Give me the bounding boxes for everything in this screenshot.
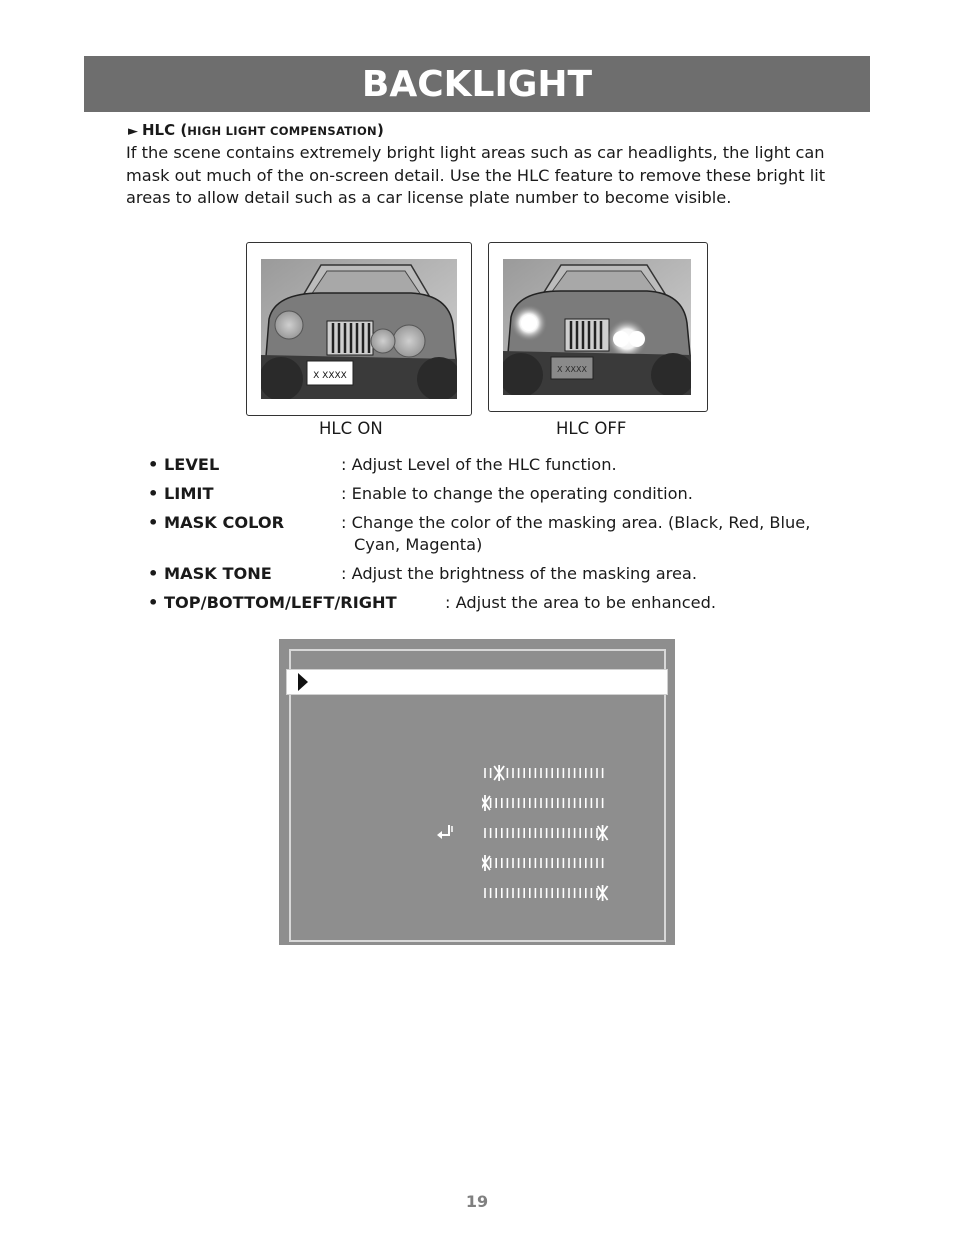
feature-desc: Adjust the area to be enhanced.: [455, 593, 717, 612]
feature-desc: Enable to change the operating condition.: [351, 484, 693, 503]
osd-slider-bar: [482, 793, 614, 811]
section-heading: ► HLC (HIGH LIGHT COMPENSATION): [128, 121, 384, 139]
intro-paragraph: If the scene contains extremely bright light areas such as car headlights, the light can mask out much of the on-screen detail. Use the HLC feature to remove these bright lit areas to allow detail such as a car license plate number to become visible.: [126, 143, 826, 207]
caption-hlc-off: HLC OFF: [556, 419, 627, 438]
slider-knob-icon: [482, 795, 490, 811]
hlc-off-image-frame: [488, 242, 708, 412]
caption-hlc-on: HLC ON: [319, 419, 383, 438]
section-code: HLC: [142, 121, 176, 139]
feature-desc: Change the color of the masking area. (Black, Red, Blue, Cyan, Magenta): [351, 513, 811, 554]
enter-icon: [436, 823, 454, 843]
feature-term: TOP/BOTTOM/LEFT/RIGHT: [163, 593, 397, 612]
page-title: BACKLIGHT: [361, 63, 593, 105]
feature-term: MASK TONE: [163, 564, 272, 583]
slider-knob-icon: [598, 885, 608, 901]
license-plate-text: X XXXX: [557, 365, 587, 374]
osd-selection-bar: [286, 669, 668, 695]
osd-slider-bar: [482, 853, 614, 871]
feature-term: LIMIT: [163, 484, 214, 503]
feature-desc: Adjust Level of the HLC function.: [351, 455, 617, 474]
osd-slider-bar: [482, 883, 614, 901]
hlc-on-car-illustration: [261, 259, 457, 399]
page-number: 19: [465, 1192, 489, 1211]
hlc-off-car-illustration: [503, 259, 691, 395]
pointer-arrow-icon: ►: [128, 124, 138, 139]
feature-term: LEVEL: [163, 455, 220, 474]
section-full-name: HIGH LIGHT COMPENSATION: [187, 124, 377, 138]
osd-slider-bar: [482, 763, 614, 781]
feature-term: MASK COLOR: [163, 513, 285, 532]
slider-knob-icon: [598, 825, 608, 841]
cursor-arrow-icon: [296, 672, 310, 692]
slider-knob-icon: [482, 855, 490, 871]
hlc-on-image-frame: [246, 242, 472, 416]
title-banner: [84, 56, 870, 112]
feature-desc: Adjust the brightness of the masking area.: [351, 564, 697, 583]
slider-knob-icon: [494, 765, 504, 781]
osd-slider-bar: [482, 823, 614, 841]
license-plate-text: X XXXX: [313, 371, 347, 381]
